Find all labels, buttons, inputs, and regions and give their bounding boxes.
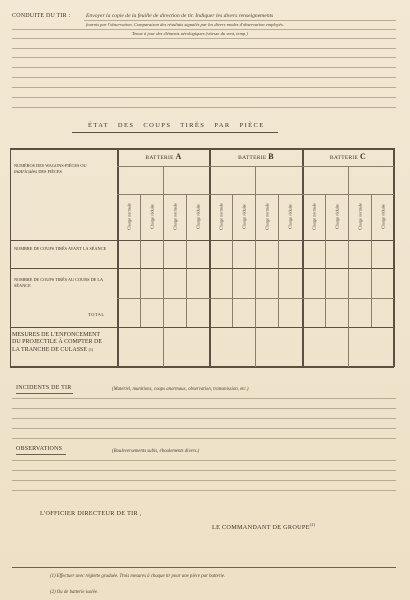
- battery-b-letter: B: [268, 152, 274, 161]
- footer-rule: [12, 567, 396, 568]
- incidents-rule-1: [12, 398, 396, 399]
- conduite-rule-6: [12, 67, 396, 68]
- conduite-rule-4: [12, 48, 396, 49]
- charge-label-a4: Charge réduite: [195, 204, 201, 229]
- mesures-line-3: LA TRANCHE DE CULASSE: [12, 347, 88, 354]
- etat-title: ÉTAT DES COUPS TIRÉS PAR PIÈCE: [88, 122, 265, 129]
- battery-b-header: [210, 152, 302, 161]
- charge-label-b3: Charge normale: [264, 203, 270, 230]
- incidents-rule-5: [12, 438, 396, 439]
- subcol-8: [348, 194, 349, 328]
- observations-rule-2: [12, 470, 396, 471]
- commandant-label-text: LE COMMANDANT DE GROUPE: [212, 524, 310, 532]
- subcol-4: [232, 194, 233, 328]
- row-total-label: TOTAL: [88, 312, 105, 317]
- observations-note: (Bouleversements subis, éboulements divers.): [112, 449, 200, 454]
- subcol-1: [140, 194, 141, 328]
- subcol-5: [255, 194, 256, 328]
- etat-underline: [72, 132, 278, 133]
- pair-c-upper: [348, 166, 349, 194]
- incidents-note: (Matériel, munitions, coups anormaux, observation, transmission, etc.): [112, 387, 249, 392]
- battery-c-header: [303, 152, 393, 161]
- conduite-rule-8: [12, 87, 396, 88]
- table-top: [10, 148, 394, 150]
- incidents-rule-3: [12, 418, 396, 419]
- wagons-label-a: NUMÉROS DES WAGONS-PIÈCES OU: [14, 163, 87, 168]
- officier-signature-label: L'OFFICIER DIRECTEUR DE TIR ,: [40, 510, 142, 517]
- charge-label-c3: Charge normale: [357, 203, 363, 230]
- mesures-div-a: [163, 327, 164, 367]
- battery-c-letter: C: [359, 152, 367, 161]
- battery-b-prefix: BATTERIE: [238, 155, 267, 161]
- table-bottom: [10, 366, 394, 368]
- conduite-rule-3: [12, 38, 396, 39]
- battery-a-prefix: BATTERIE: [145, 155, 174, 161]
- conduite-rule-10: [12, 107, 396, 108]
- pair-b-upper: [255, 166, 256, 194]
- table-right: [393, 148, 395, 367]
- observations-rule-4: [12, 490, 396, 491]
- row-cours-label: NOMBRE DE COUPS TIRÉS AU COURS DE LA SÉANCE: [14, 277, 103, 288]
- charge-label-b4: Charge réduite: [287, 204, 293, 229]
- observations-rule-1: [12, 460, 396, 461]
- incidents-underline: [16, 393, 73, 394]
- subcol-7: [325, 194, 326, 328]
- observations-label: OBSERVATIONS: [16, 446, 63, 452]
- row-avant-label: NOMBRE DE COUPS TIRÉS AVANT LA SÉANCE: [14, 246, 107, 251]
- mesures-line-1: MESURES DE L'ENFONCEMENT: [12, 332, 101, 338]
- conduite-line-2: fournis par l'observation. Comparaison des résultats signalés par les divers modes d'observation employés.: [86, 22, 284, 27]
- conduite-line-3: Tenue à jour des éléments aérologiques (vitesse du vent, temp.): [132, 31, 248, 36]
- battery-a-letter: A: [175, 152, 182, 161]
- col-battery-ab-divider: [209, 148, 211, 367]
- conduite-label: CONDUITE DU TIR :: [12, 13, 71, 19]
- observations-underline: [16, 454, 66, 455]
- subcol-2: [163, 194, 164, 328]
- col-label-divider: [117, 148, 119, 367]
- subcol-6: [278, 194, 279, 328]
- charge-label-a3: Charge normale: [172, 203, 178, 230]
- charge-label-b2: Charge réduite: [241, 204, 247, 229]
- footnote-1: (1) Effectuer avec réglette graduée. Trois mesures à chaque tir pour une pièce par batterie.: [50, 574, 226, 579]
- battery-c-prefix: BATTERIE: [329, 155, 359, 161]
- commandant-note: (2): [309, 522, 316, 527]
- conduite-line-1: Envoyer la copie de la feuille de direction de tir. Indiquer les divers renseignements: [86, 13, 274, 19]
- observations-rule-3: [12, 480, 396, 481]
- table-left: [10, 148, 11, 367]
- incidents-rule-2: [12, 408, 396, 409]
- charge-label-c2: Charge réduite: [334, 204, 340, 229]
- charge-label-a1: Charge normale: [126, 203, 132, 230]
- mesures-note: (1): [88, 347, 94, 353]
- mesures-label: [12, 332, 116, 355]
- conduite-rule-2: [12, 29, 396, 30]
- row-total-bottom: [10, 327, 394, 328]
- conduite-rule-5: [12, 57, 396, 58]
- mesures-div-c: [348, 327, 349, 367]
- footnote-2: (2) Ou de batterie isolée.: [50, 590, 99, 595]
- conduite-rule-7: [12, 77, 396, 78]
- battery-a-header: [118, 152, 209, 161]
- pair-a-upper: [163, 166, 164, 194]
- wagons-pieces-header: [14, 163, 116, 175]
- wagons-label-b: matricules: [14, 168, 38, 175]
- incidents-label: INCIDENTS DE TIR: [16, 385, 72, 391]
- row-avant-bottom: [10, 268, 394, 269]
- row-cours-bottom: [117, 298, 394, 299]
- mesures-div-b: [255, 327, 256, 367]
- conduite-rule-9: [12, 97, 396, 98]
- subcol-9: [371, 194, 372, 328]
- col-battery-bc-divider: [302, 148, 304, 367]
- charge-label-c4: Charge réduite: [380, 204, 386, 229]
- conduite-rule-1: [84, 20, 396, 21]
- charge-label-b1: Charge normale: [218, 203, 224, 230]
- mesures-line-2: DU PROJECTILE À COMPTER DE: [12, 339, 103, 346]
- commandant-signature-label: [212, 522, 315, 531]
- charge-label-a2: Charge réduite: [149, 204, 155, 229]
- incidents-rule-4: [12, 428, 396, 429]
- subcol-3: [186, 194, 187, 328]
- wagons-label-c: DES PIÈCES: [38, 168, 62, 174]
- charge-label-c1: Charge normale: [311, 203, 317, 230]
